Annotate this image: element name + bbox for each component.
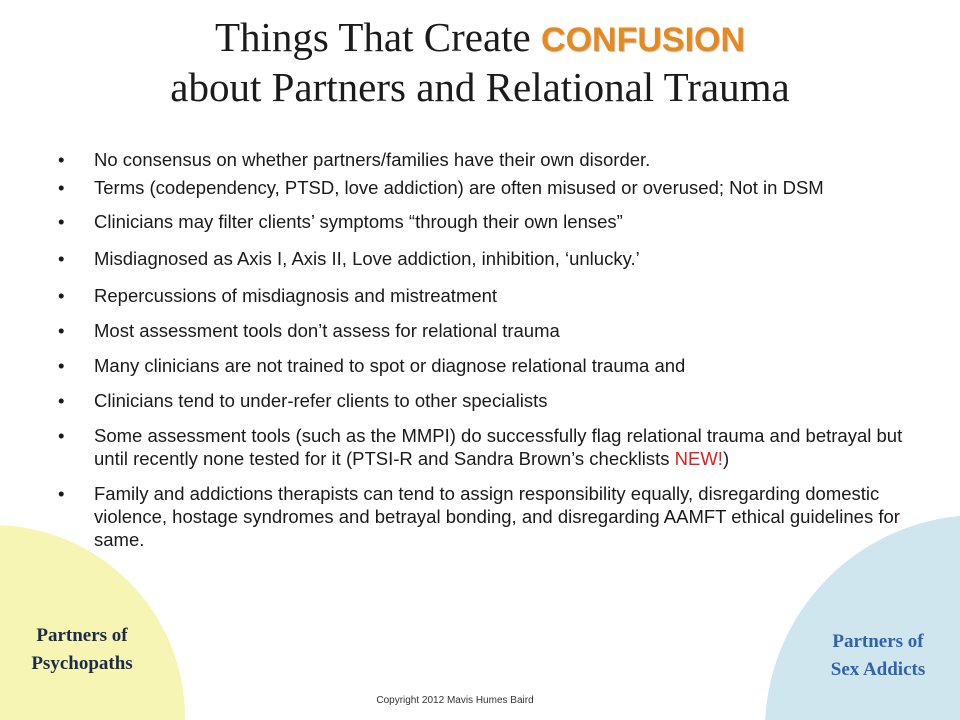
title-line-2: about Partners and Relational Trauma [170, 64, 790, 110]
right-label-line-2: Sex Addicts [830, 659, 926, 680]
bullet-item: • No consensus on whether partners/families have their own disorder. [58, 148, 920, 171]
title-prefix: Things That Create [214, 14, 542, 60]
bullet-item-mmpi [58, 424, 920, 470]
bullet-item: • Many clinicians are not trained to spot or diagnose relational trauma and [58, 354, 920, 377]
mmpi-text-end: ) [722, 448, 730, 469]
left-label-line-2: Psychopaths [31, 653, 133, 674]
partners-of-psychopaths-label [20, 622, 144, 678]
left-label-line-1: Partners of [36, 625, 128, 646]
bullet-item: • Clinicians tend to under-refer clients to other specialists [58, 389, 920, 412]
partners-of-sex-addicts-label [815, 628, 941, 684]
right-label-line-1: Partners of [832, 631, 924, 652]
copyright-text: Copyright 2012 Mavis Humes Baird [376, 695, 534, 706]
mmpi-text: Some assessment tools (such as the MMPI) do successfully flag relational trauma and betrayal but until recently none tested for it (PTSI-R and Sandra Brown’s checklists [94, 425, 903, 469]
bullet-item: • Family and addictions therapists can tend to assign responsibility equally, disregarding domestic violence, hostage syndromes and betrayal bonding, and disregarding AAMFT ethical guidelines for same. [58, 482, 920, 551]
bullet-item: • Most assessment tools don’t assess for relational trauma [58, 319, 920, 342]
new-badge-text: NEW! [674, 448, 723, 469]
bullet-item: • Clinicians may filter clients’ symptoms “through their own lenses” [58, 210, 920, 233]
slide-title [0, 14, 960, 111]
bullet-item: • Misdiagnosed as Axis I, Axis II, Love addiction, inhibition, ‘unlucky.’ [58, 247, 920, 270]
bullet-item: • Terms (codependency, PTSD, love addiction) are often misused or overused; Not in DSM [58, 176, 920, 199]
title-line-1 [0, 14, 960, 64]
bullet-list [58, 148, 920, 551]
bullet-item: • Repercussions of misdiagnosis and mistreatment [58, 284, 920, 307]
title-accent: CONFUSION [541, 21, 746, 59]
